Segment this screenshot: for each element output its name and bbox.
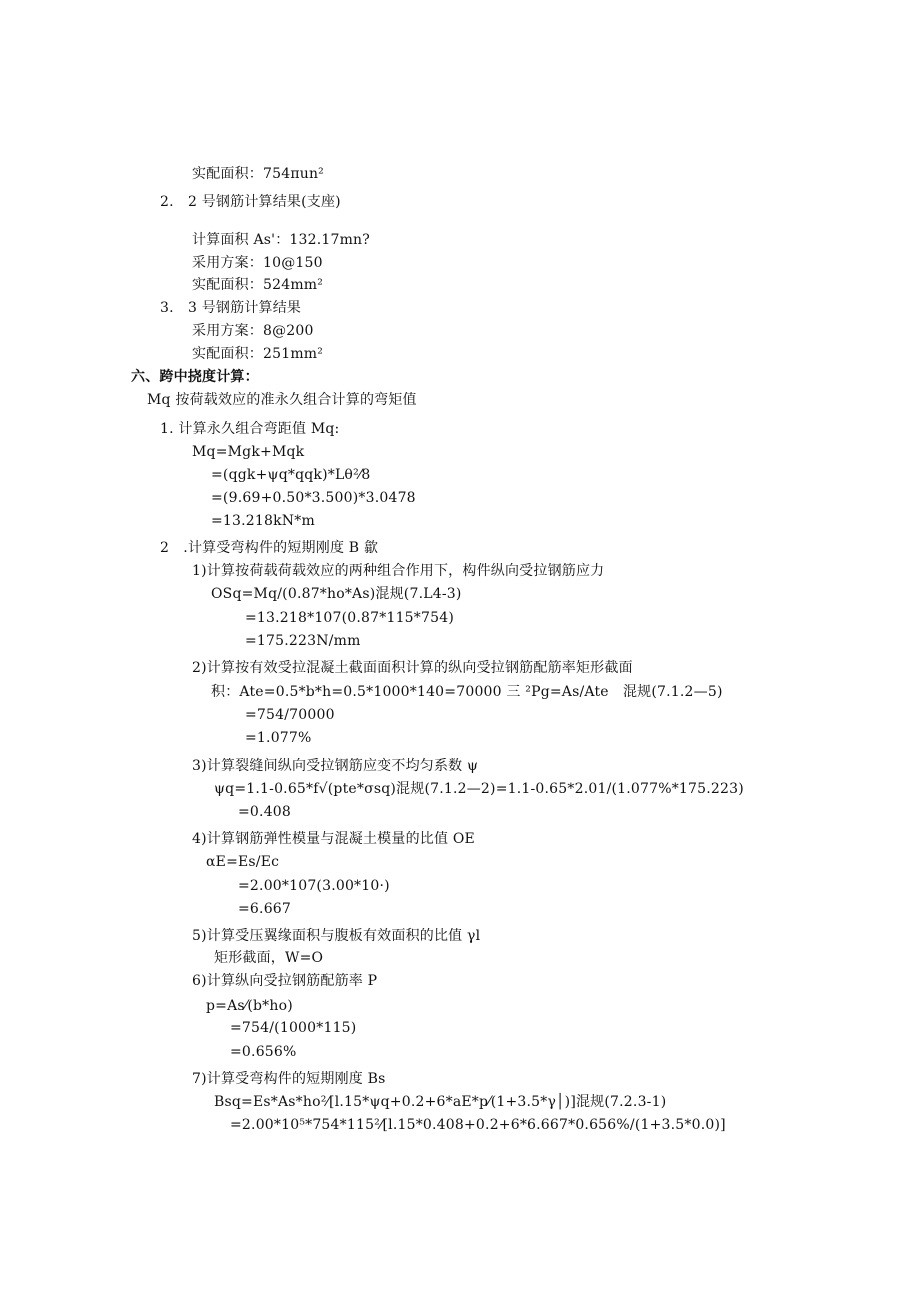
text-line: 采用方案：10@150 bbox=[192, 255, 323, 271]
text-line: 实配面积：754πun² bbox=[192, 166, 324, 182]
formula-line: =175.223N/mm bbox=[245, 633, 361, 649]
text-line: 实配面积：251mm² bbox=[192, 346, 324, 362]
formula-line: p=As⁄(b*ho) bbox=[206, 998, 293, 1014]
section-heading: 2. 2 号钢筋计算结果(支座) bbox=[160, 194, 341, 210]
section-heading: 2 .计算受弯构件的短期刚度 B 歙 bbox=[160, 540, 379, 556]
formula-line: =2.00*10⁵*754*115²⁄[l.15*0.408+0.2+6*6.667*0.656%/(1+3.5*0.0)] bbox=[230, 1117, 726, 1133]
text-line: 采用方案：8@200 bbox=[192, 323, 314, 339]
formula-line: =2.00*107(3.00*10·) bbox=[238, 878, 390, 894]
formula-line: =1.077% bbox=[245, 730, 312, 746]
formula-line: Mq=Mgk+Mqk bbox=[192, 444, 305, 460]
formula-line: =(qgk+ψq*qqk)*Lθ²⁄8 bbox=[211, 467, 371, 483]
formula-line: 积：Ate=0.5*b*h=0.5*1000*140=70000 三 ²Pg=As/Ate 混规(7.1.2—5) bbox=[211, 684, 723, 700]
text-line: Mq 按荷载效应的准永久组合计算的弯矩值 bbox=[147, 392, 417, 408]
formula-line: =0.656% bbox=[230, 1044, 297, 1060]
text-line: 7)计算受弯构件的短期刚度 Bs bbox=[192, 1071, 386, 1087]
formula-line: Bsq=Es*As*ho²⁄[l.15*ψq+0.2+6*aE*p⁄(1+3.5*γ│)]混规(7.2.3-1) bbox=[214, 1094, 667, 1110]
text-line: 2)计算按有效受拉混凝土截面面积计算的纵向受拉钢筋配筋率矩形截面 bbox=[192, 660, 633, 676]
formula-line: =13.218kN*m bbox=[211, 513, 315, 529]
chapter-heading: 六、跨中挠度计算： bbox=[131, 369, 259, 385]
text-line: 计算面积 As'：132.17mn? bbox=[192, 232, 370, 248]
text-line: 6)计算纵向受拉钢筋配筋率 P bbox=[192, 973, 378, 989]
text-line: 实配面积：524mm² bbox=[192, 277, 324, 293]
formula-line: ψq=1.1-0.65*f√(pte*σsq)混规(7.1.2—2)=1.1-0.65*2.01/(1.077%*175.223) bbox=[214, 781, 744, 797]
formula-line: =13.218*107(0.87*115*754) bbox=[245, 610, 454, 626]
text-line: 5)计算受压翼缘面积与腹板有效面积的比值 γl bbox=[192, 928, 481, 944]
section-heading: 1. 计算永久组合弯距值 Mq: bbox=[160, 421, 340, 437]
text-line: 4)计算钢筋弹性模量与混凝土模量的比值 OE bbox=[192, 831, 475, 847]
section-heading: 3. 3 号钢筋计算结果 bbox=[160, 300, 302, 316]
text-line: 3)计算裂缝间纵向受拉钢筋应变不均匀系数 ψ bbox=[192, 758, 479, 774]
formula-line: =(9.69+0.50*3.500)*3.0478 bbox=[211, 490, 416, 506]
formula-line: OSq=Mq/(0.87*ho*As)混规(7.L4-3) bbox=[211, 586, 462, 602]
formula-line: =754/70000 bbox=[245, 707, 335, 723]
formula-line: αE=Es/Ec bbox=[206, 854, 280, 870]
formula-line: =0.408 bbox=[238, 804, 292, 820]
text-line: 矩形截面，W=O bbox=[214, 950, 324, 966]
formula-line: =754/(1000*115) bbox=[230, 1020, 357, 1036]
formula-line: =6.667 bbox=[238, 901, 292, 917]
text-line: 1)计算按荷载荷载效应的两种组合作用下，构件纵向受拉钢筋应力 bbox=[192, 563, 605, 579]
